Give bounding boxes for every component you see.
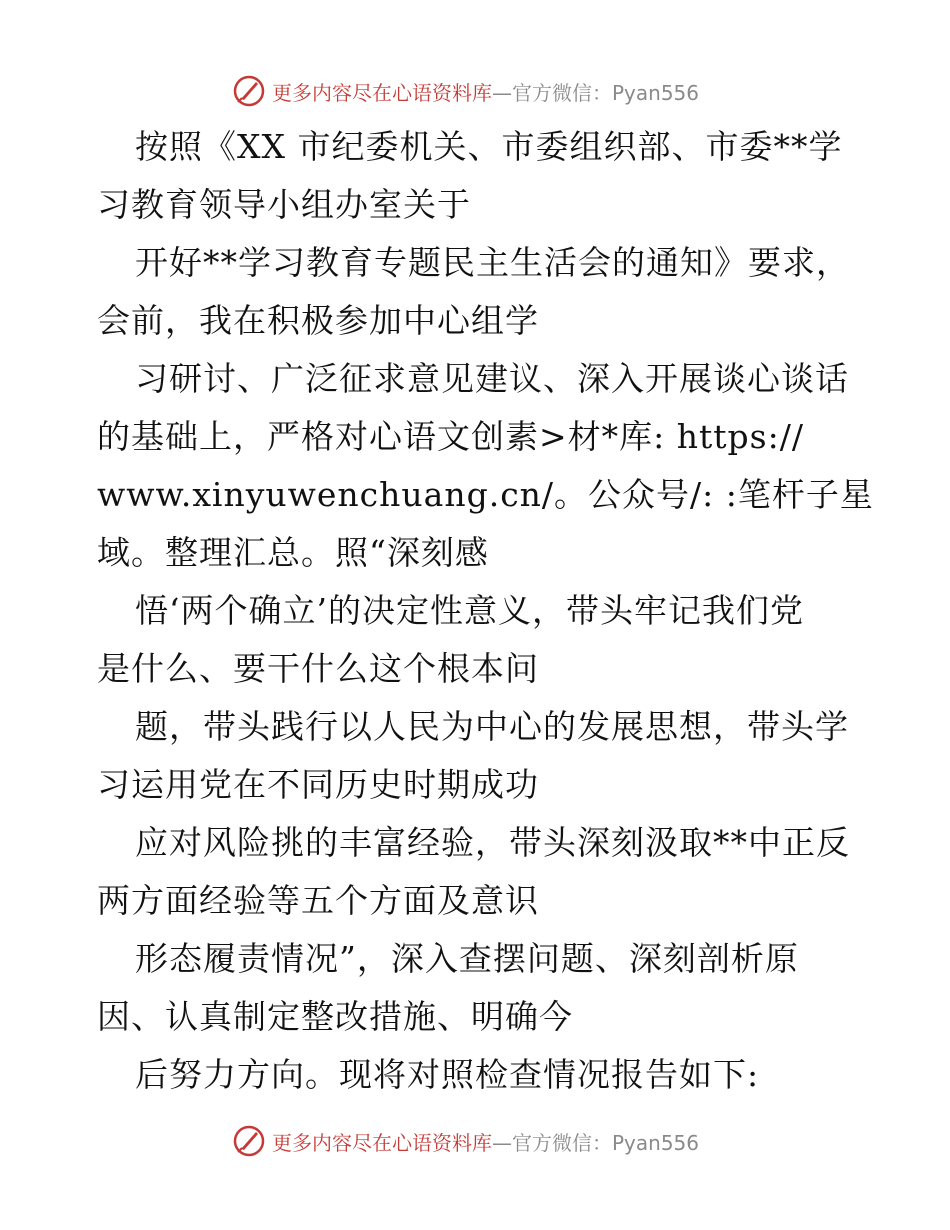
text-line: 题，带头践行以人民为中心的发展思想，带头学 <box>135 707 849 746</box>
text-line: 习运用党在不同历史时期成功 <box>97 765 539 804</box>
header-watermark <box>232 71 699 111</box>
text-line: 开好**学习教育专题民主生活会的通知》要求， <box>135 243 850 282</box>
feather-pen-logo-icon <box>232 1124 266 1158</box>
text-line: 习教育领导小组办室关于 <box>97 185 471 224</box>
text-line: 习研讨、广泛征求意见建议、深入开展谈心谈话 <box>135 359 849 398</box>
watermark-sub: —官方微信：Pyan556 <box>492 1130 700 1155</box>
text-line: 后努力方向。现将对照检查情况报告如下: <box>135 1055 760 1094</box>
text-line: 悟‘两个确立’的决定性意义，带头牢记我们党 <box>135 591 804 630</box>
text-line: www.xinyuwenchuang.cn/。公众号/: :笔杆子星 <box>97 475 874 514</box>
text-line: 的基础上，严格对心语文创素>材*库: https:// <box>97 417 804 456</box>
watermark-sub: —官方微信：Pyan556 <box>492 80 700 105</box>
footer-watermark <box>232 1121 699 1161</box>
text-line: 形态履责情况”，深入查摆问题、深刻剖析原 <box>135 939 799 978</box>
text-line: 两方面经验等五个方面及意识 <box>97 881 539 920</box>
watermark-text <box>272 77 699 106</box>
text-line: 按照《XX 市纪委机关、市委组织部、市委**学 <box>135 127 843 166</box>
document-body <box>97 118 874 1104</box>
text-line: 应对风险挑的丰富经验，带头深刻汲取**中正反 <box>135 823 850 862</box>
text-line: 因、认真制定整改措施、明确今 <box>97 997 573 1036</box>
watermark-text <box>272 1127 699 1156</box>
text-line: 会前，我在积极参加中心组学 <box>97 301 539 340</box>
watermark-main: 更多内容尽在心语资料库 <box>272 80 492 105</box>
text-line: 是什么、要干什么这个根本问 <box>97 649 539 688</box>
watermark-main: 更多内容尽在心语资料库 <box>272 1130 492 1155</box>
feather-pen-logo-icon <box>232 74 266 108</box>
text-line: 域。整理汇总。照“深刻感 <box>97 533 489 572</box>
